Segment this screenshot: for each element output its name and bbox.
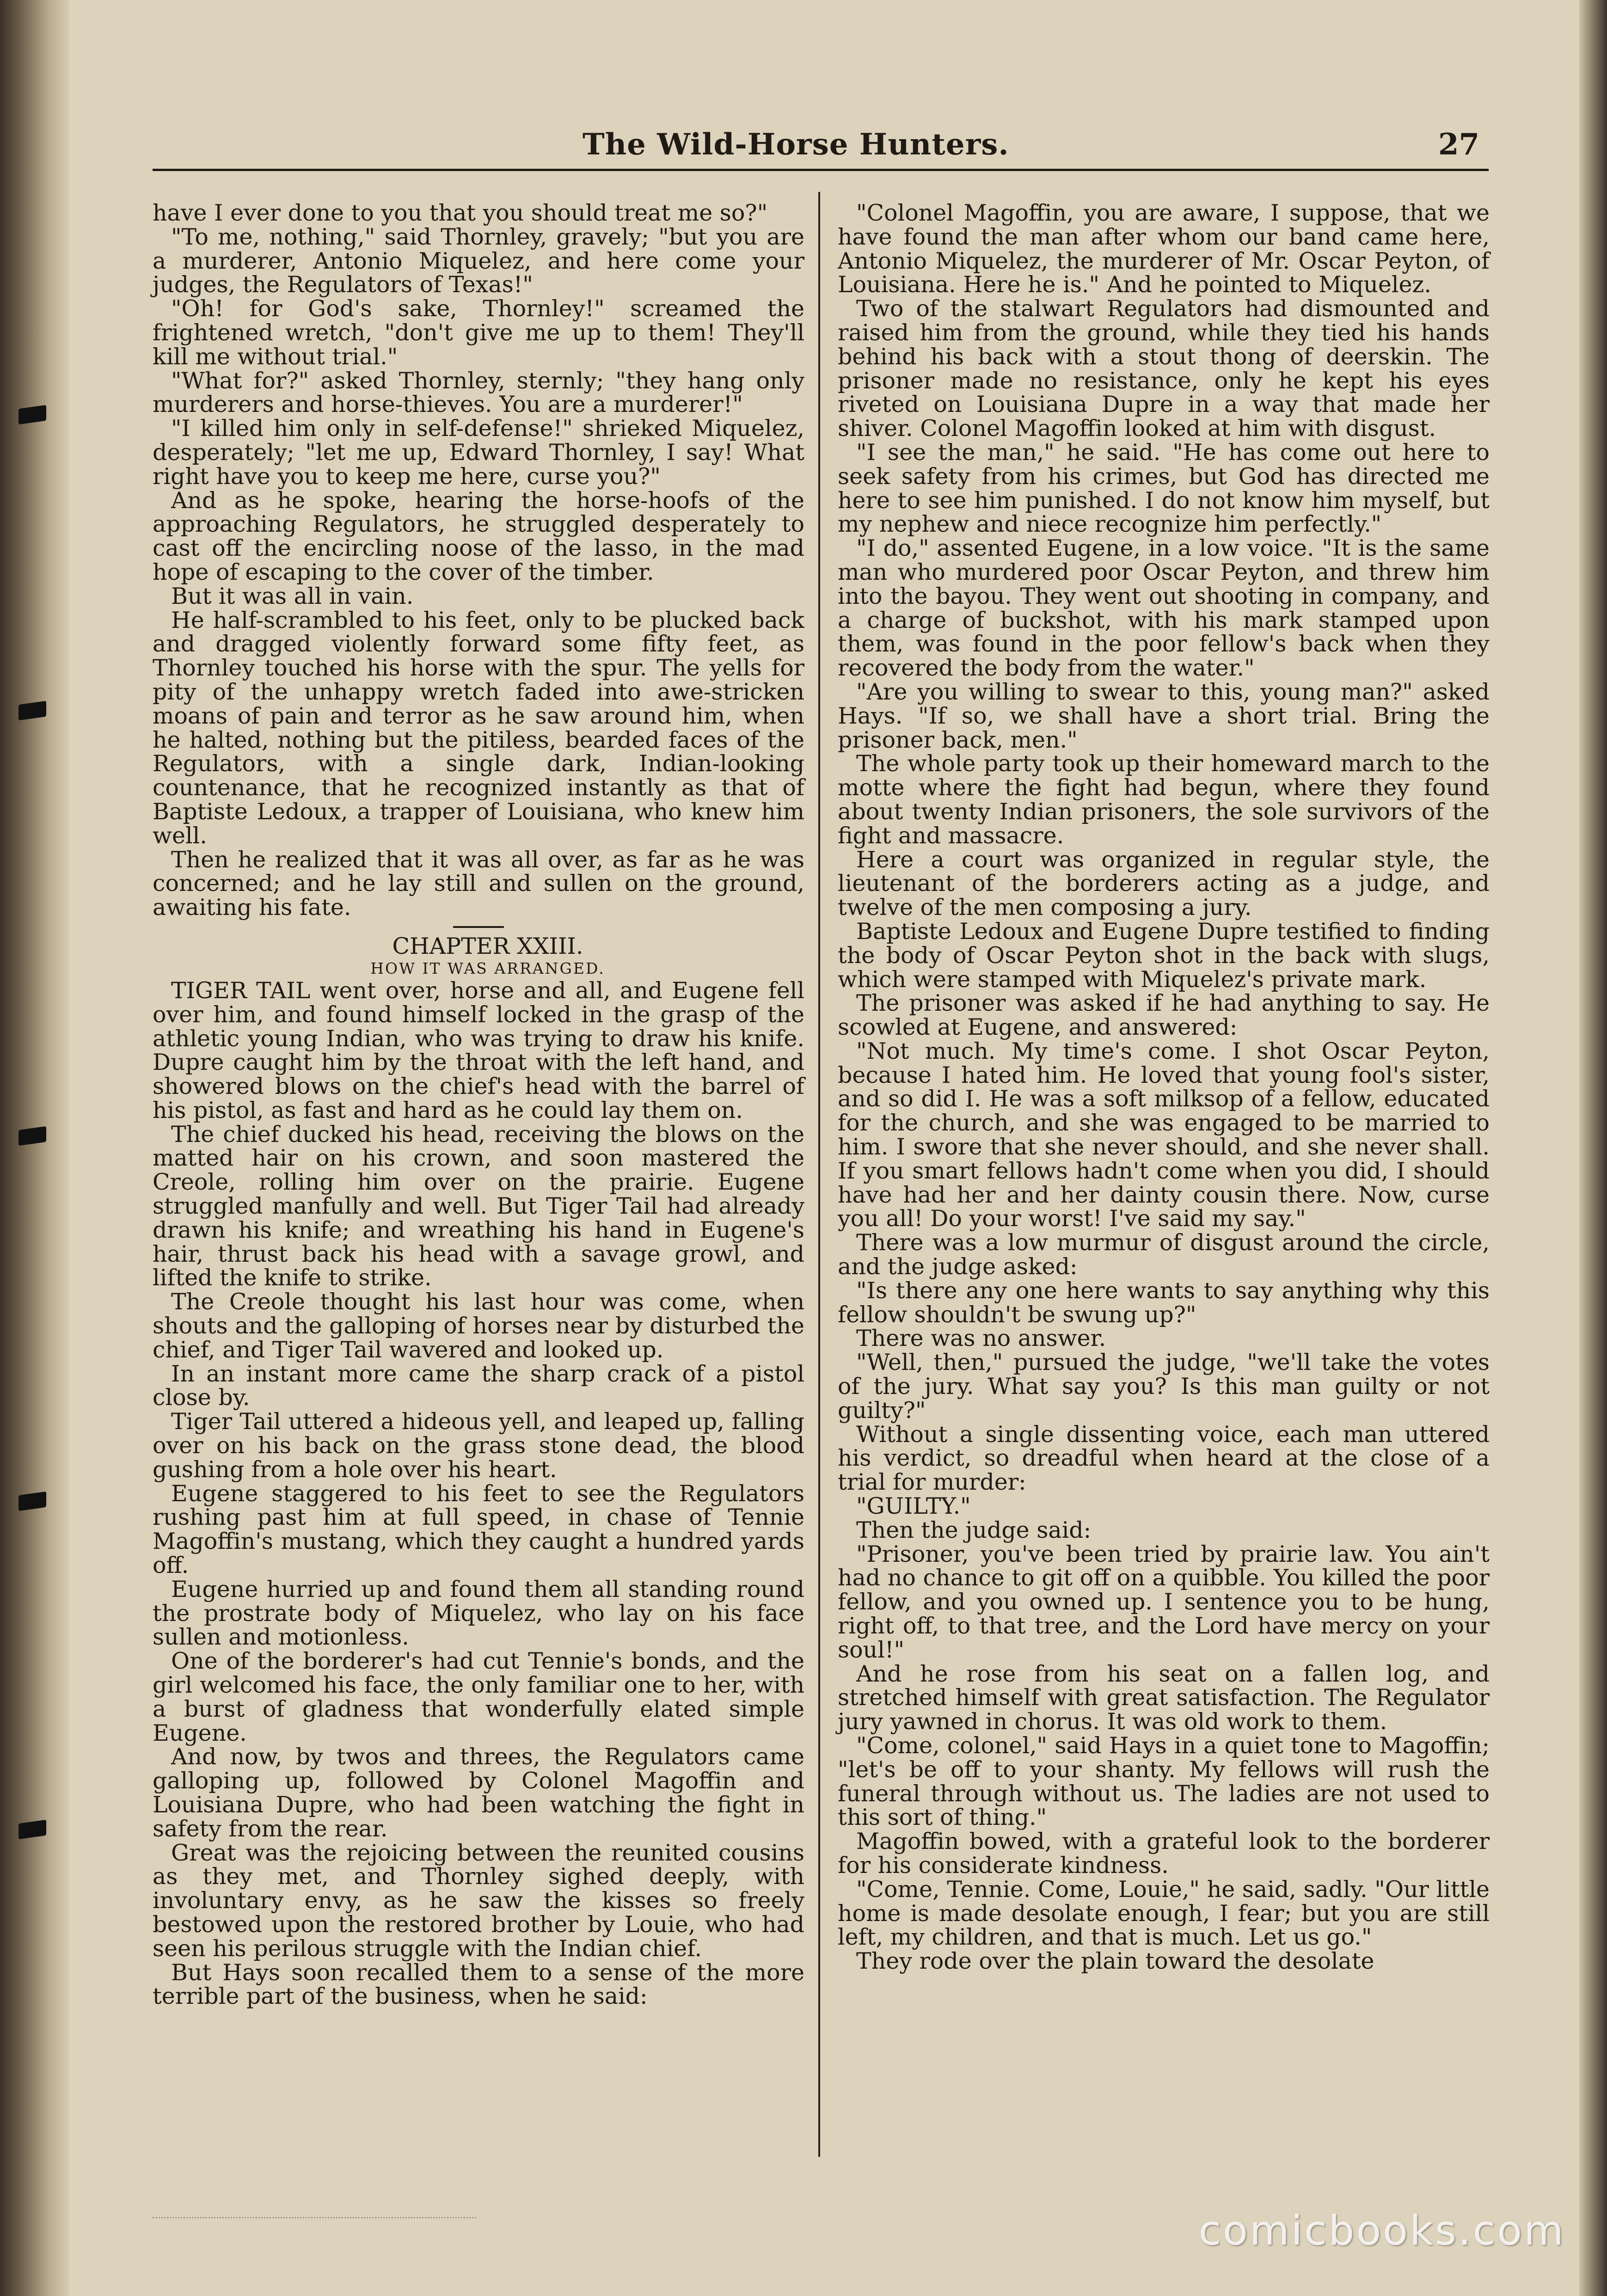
chapter-title: CHAPTER XXIII. xyxy=(392,933,583,959)
paragraph: "Prisoner, you've been tried by prairie law. You ain't had no chance to git off on a quibble. You killed the poor fellow, and you owned up. I sentence you to be hung, right off, to that tree, and the Lord have mercy on your soul!" xyxy=(838,1541,1490,1663)
chapter-rule xyxy=(453,926,504,928)
paragraph: One of the borderer's had cut Tennie's bonds, and the girl welcomed his face, the only familiar one to her, with a burst of gladness that wonderfully elated simple Eugene. xyxy=(153,1648,804,1746)
paragraph: The prisoner was asked if he had anything to say. He scowled at Eugene, and answered: xyxy=(838,990,1490,1041)
paragraph: "I do," assented Eugene, in a low voice. "It is the same man who murdered poor Oscar Peyton, and threw him into the bayou. They went out shooting in company, and a charge of buckshot, with his mark stamped upon them, was found in the poor fellow's back when they recovered the body from the water." xyxy=(838,535,1490,681)
paragraph: Then the judge said: xyxy=(856,1516,1092,1543)
paragraph: "Well, then," pursued the judge, "we'll take the votes of the jury. What say you? Is this man guilty or not guilty?" xyxy=(838,1349,1490,1424)
paragraph: And he rose from his seat on a fallen log, and stretched himself with great satisfaction. The Regulator jury yawned in chorus. It was old work to them. xyxy=(838,1660,1490,1735)
page-binding xyxy=(0,0,69,2296)
paragraph: Without a single dissenting voice, each man uttered his verdict, so dreadful when heard at the close of a trial for murder: xyxy=(838,1421,1490,1496)
page-edge-shadow xyxy=(1579,0,1607,2296)
paragraph: Magoffin bowed, with a grateful look to the borderer for his considerate kindness. xyxy=(838,1828,1490,1879)
paragraph: "Is there any one here wants to say anything why this fellow shouldn't be swung up?" xyxy=(838,1277,1490,1328)
paragraph: Great was the rejoicing between the reunited cousins as they met, and Thornley sighed deeply, with involuntary envy, as he saw the kisses so freely bestowed upon the restored brother by Louie, who had seen his perilous struggle with the Indian chief. xyxy=(153,1839,804,1962)
paragraph: "Colonel Magoffin, you are aware, I suppose, that we have found the man after whom our band came here, Antonio Miquelez, the murderer of Mr. Oscar Peyton, of Louisiana. Here he is." And he pointed to Miquelez. xyxy=(838,200,1490,298)
paragraph: Baptiste Ledoux and Eugene Dupre testified to finding the body of Oscar Peyton shot in the back with slugs, which were stamped with Miquelez's private mark. xyxy=(838,918,1490,993)
paragraph: "Come, Tennie. Come, Louie," he said, sadly. "Our little home is made desolate enough, I fear; but you are still left, my children, and that is much. Let us go." xyxy=(838,1876,1490,1951)
running-header xyxy=(153,118,1489,171)
paragraph: have I ever done to you that you should treat me so?" xyxy=(153,200,768,226)
paragraph: But Hays soon recalled them to a sense of the more terrible part of the business, when he said: xyxy=(153,1959,804,2010)
paragraph: "What for?" asked Thornley, sternly; "they hang only murderers and horse-thieves. You are a murderer!" xyxy=(153,367,804,418)
paragraph: Tiger Tail uttered a hideous yell, and leaped up, falling over on his back on the grass stone dead, the blood gushing from a hole over his heart. xyxy=(153,1408,804,1483)
paragraph: Eugene hurried up and found them all standing round the prostrate body of Miquelez, who lay on his face sullen and motionless. xyxy=(153,1576,804,1651)
paragraph: There was no answer. xyxy=(856,1325,1106,1352)
right-column xyxy=(838,201,1490,1973)
left-column xyxy=(153,201,804,2008)
paragraph: Eugene staggered to his feet to see the Regulators rushing past him at full speed, in chase of Tennie Magoffin's mustang, which they caught a hundred yards off. xyxy=(153,1480,804,1579)
paragraph: "Not much. My time's come. I shot Oscar Peyton, because I hated him. He loved that young fool's sister, and so did I. He was a soft milksop of a fellow, educated for the church, and she was engaged to be married to him. I swore that she never should, and she never shall. If you smart fellows hadn't come when you did, I should have had her and her dainty cousin there. Now, curse you all! Do your worst! I've said my say." xyxy=(838,1037,1490,1232)
paragraph: "To me, nothing," said Thornley, gravely; "but you are a murderer, Antonio Miquelez, and here come your judges, the Regulators of Texas!" xyxy=(153,223,804,298)
paragraph: But it was all in vain. xyxy=(171,583,414,609)
paragraph: The whole party took up their homeward march to the motte where the fight had begun, where they found about twenty Indian prisoners, the sole survivors of the fight and massacre. xyxy=(838,750,1490,849)
print-specks xyxy=(153,2217,476,2228)
paragraph: Two of the stalwart Regulators had dismounted and raised him from the ground, while they tied his hands behind his back with a stout thong of deerskin. The prisoner made no resistance, only he kept his eyes riveted on Louisiana Dupre in a way that made her shiver. Colonel Magoffin looked at him with disgust. xyxy=(838,295,1490,442)
running-title: The Wild-Horse Hunters. xyxy=(583,127,1009,162)
paragraph: "Are you willing to swear to this, young man?" asked Hays. "If so, we shall have a short trial. Bring the prisoner back, men." xyxy=(838,678,1490,753)
paragraph: And now, by twos and threes, the Regulators came galloping up, followed by Colonel Magoffin and Louisiana Dupre, who had been watching the fight in safety from the rear. xyxy=(153,1743,804,1842)
site-watermark: comicbooks.com xyxy=(1198,2207,1565,2254)
page-number: 27 xyxy=(1438,127,1479,162)
paragraph: In an instant more came the sharp crack of a pistol close by. xyxy=(153,1360,804,1411)
chapter-subtitle: HOW IT WAS ARRANGED. xyxy=(370,959,605,977)
paragraph: He half-scrambled to his feet, only to be plucked back and dragged violently forward some fifty feet, as Thornley touched his horse with the spur. The yells for pity of the unhappy wretch faded into awe-stricken moans of pain and terror as he saw around him, when he halted, nothing but the pitiless, bearded faces of the Regulators, with a single dark, Indian-looking countenance, that he recognized instantly as that of Baptiste Ledoux, a trapper of Louisiana, who knew him well. xyxy=(153,607,804,849)
paragraph: "Oh! for God's sake, Thornley!" screamed the frightened wretch, "don't give me up to them! They'll kill me without trial." xyxy=(153,295,804,370)
paragraph: There was a low murmur of disgust around the circle, and the judge asked: xyxy=(838,1229,1490,1280)
paragraph: Then he realized that it was all over, as far as he was concerned; and he lay still and sullen on the ground, awaiting his fate. xyxy=(153,846,804,921)
paragraph: "Come, colonel," said Hays in a quiet tone to Magoffin; "let's be off to your shanty. My fellows will rush the funeral through without us. The ladies are not used to this sort of thing." xyxy=(838,1732,1490,1831)
paragraph: The chief ducked his head, receiving the blows on the matted hair on his crown, and soon mastered the Creole, rolling him over on the prairie. Eugene struggled manfully and well. But Tiger Tail had already drawn his knife; and wreathing his hand in Eugene's hair, thrust back his head with a savage growl, and lifted the knife to strike. xyxy=(153,1121,804,1291)
paragraph: The Creole thought his last hour was come, when shouts and the galloping of horses near by disturbed the chief, and Tiger Tail wavered and looked up. xyxy=(153,1289,804,1363)
paragraph: They rode over the plain toward the desolate xyxy=(856,1948,1374,1975)
paragraph: "I killed him only in self-defense!" shrieked Miquelez, desperately; "let me up, Edward Thornley, I say! What right have you to keep me here, curse you?" xyxy=(153,415,804,490)
paragraph: "GUILTY." xyxy=(856,1493,971,1520)
paragraph: Here a court was organized in regular style, the lieutenant of the borderers acting as a judge, and twelve of the men composing a jury. xyxy=(838,846,1490,921)
paragraph: And as he spoke, hearing the horse-hoofs of the approaching Regulators, he struggled desperately to cast off the encircling noose of the lasso, in the mad hope of escaping to the cover of the timber. xyxy=(153,487,804,585)
paragraph: "I see the man," he said. "He has come out here to seek safety from his crimes, but God has directed me here to see him punished. I do not know him myself, but my nephew and niece recognize him perfectly." xyxy=(838,439,1490,538)
paragraph: TIGER TAIL went over, horse and all, and Eugene fell over him, and found himself locked in the grasp of the athletic young Indian, who was trying to draw his knife. Dupre caught him by the throat with the left hand, and showered blows on the chief's head with the barrel of his pistol, as fast and hard as he could lay them on. xyxy=(153,977,804,1123)
column-divider xyxy=(818,192,820,2157)
